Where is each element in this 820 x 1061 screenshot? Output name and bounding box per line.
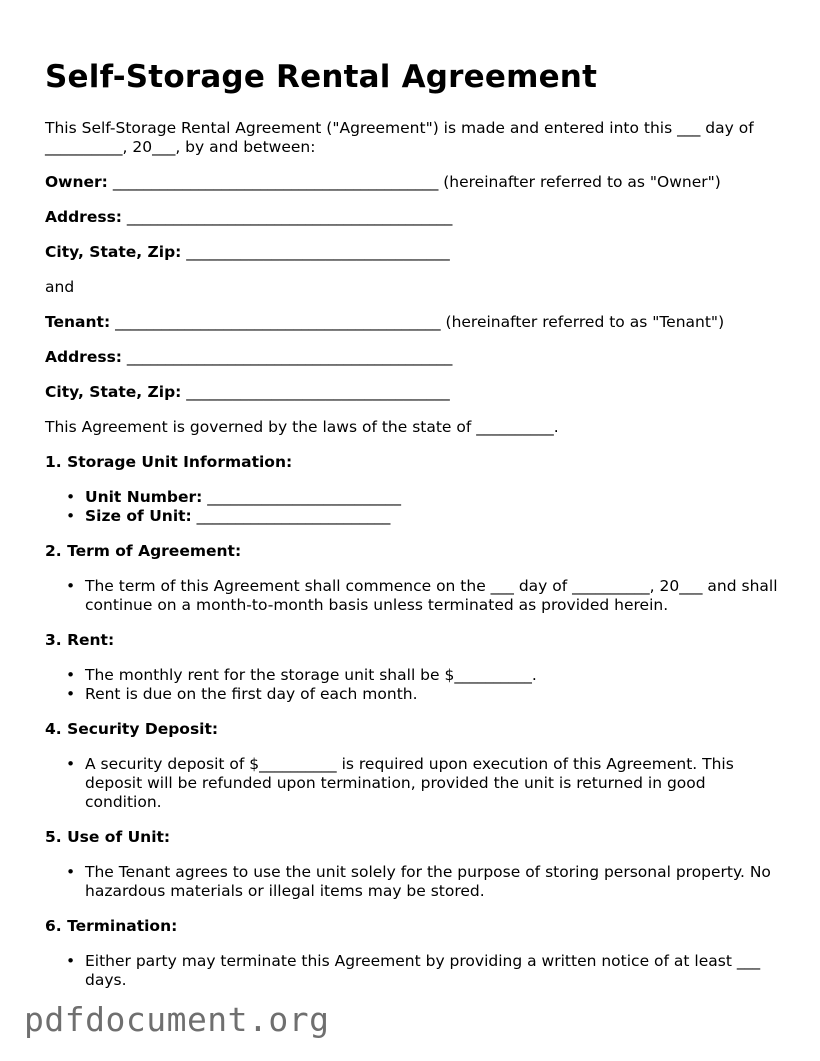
section-6-title: 6. Termination: (45, 917, 178, 935)
section-3-list (45, 666, 785, 704)
section-5-list (45, 863, 785, 901)
section-2-title: 2. Term of Agreement: (45, 542, 242, 560)
list-item: • Rent is due on the first day of each month. (85, 685, 785, 704)
section-5-title: 5. Use of Unit: (45, 828, 171, 846)
tenant-label: Tenant: (45, 313, 111, 331)
watermark-text: pdfdocument.org (24, 1000, 330, 1039)
list-item (85, 507, 785, 526)
intro-paragraph: This Self-Storage Rental Agreement ("Agreement") is made and entered into this ___ day of __________, 20___, by and between: (45, 119, 754, 156)
list-item: • The term of this Agreement shall commence on the ___ day of __________, 20___ and shall continue on a month-to-month basis unless terminated as provided herein. (85, 577, 785, 615)
tenant-address-value[interactable]: __________________________________________ (122, 348, 453, 366)
unit-size-value[interactable]: _________________________ (191, 507, 391, 525)
section-3-title: 3. Rent: (45, 631, 115, 649)
owner-address-label: Address: (45, 208, 122, 226)
tenant-city-label: City, State, Zip: (45, 383, 182, 401)
owner-city-field[interactable] (45, 243, 785, 262)
unit-number-value[interactable]: _________________________ (202, 488, 402, 506)
tenant-value[interactable]: __________________________________________ (hereinafter referred to as "Tenant") (110, 313, 725, 331)
and-text: and (45, 278, 75, 296)
unit-size-label: Size of Unit: (85, 507, 192, 525)
section-6-list (45, 952, 785, 990)
tenant-field[interactable] (45, 313, 785, 332)
section-2-list (45, 577, 785, 615)
tenant-address-field[interactable] (45, 348, 785, 367)
owner-label: Owner: (45, 173, 108, 191)
owner-address-field[interactable] (45, 208, 785, 227)
tenant-city-value[interactable]: __________________________________ (181, 383, 450, 401)
document-title: Self-Storage Rental Agreement (45, 59, 598, 95)
list-item: • Either party may terminate this Agreement by providing a written notice of at least ___ days. (85, 952, 785, 990)
section-4-list (45, 755, 785, 812)
owner-city-value[interactable]: __________________________________ (181, 243, 450, 261)
document-page (45, 52, 785, 1006)
list-item: • A security deposit of $__________ is required upon execution of this Agreement. This deposit will be refunded upon termination, provided the unit is returned in good condition. (85, 755, 785, 812)
tenant-address-label: Address: (45, 348, 122, 366)
owner-field[interactable] (45, 173, 785, 192)
section-1-list (45, 488, 785, 526)
governing-law: This Agreement is governed by the laws of the state of __________. (45, 418, 559, 436)
list-item: • The monthly rent for the storage unit shall be $__________. (85, 666, 785, 685)
tenant-city-field[interactable] (45, 383, 785, 402)
list-item: • The Tenant agrees to use the unit solely for the purpose of storing personal property. No hazardous materials or illegal items may be stored. (85, 863, 785, 901)
owner-address-value[interactable]: __________________________________________ (122, 208, 453, 226)
owner-value[interactable]: __________________________________________ (hereinafter referred to as "Owner") (107, 173, 721, 191)
list-item (85, 488, 785, 507)
owner-city-label: City, State, Zip: (45, 243, 182, 261)
unit-number-label: Unit Number: (85, 488, 203, 506)
section-4-title: 4. Security Deposit: (45, 720, 219, 738)
section-1-title: 1. Storage Unit Information: (45, 453, 293, 471)
